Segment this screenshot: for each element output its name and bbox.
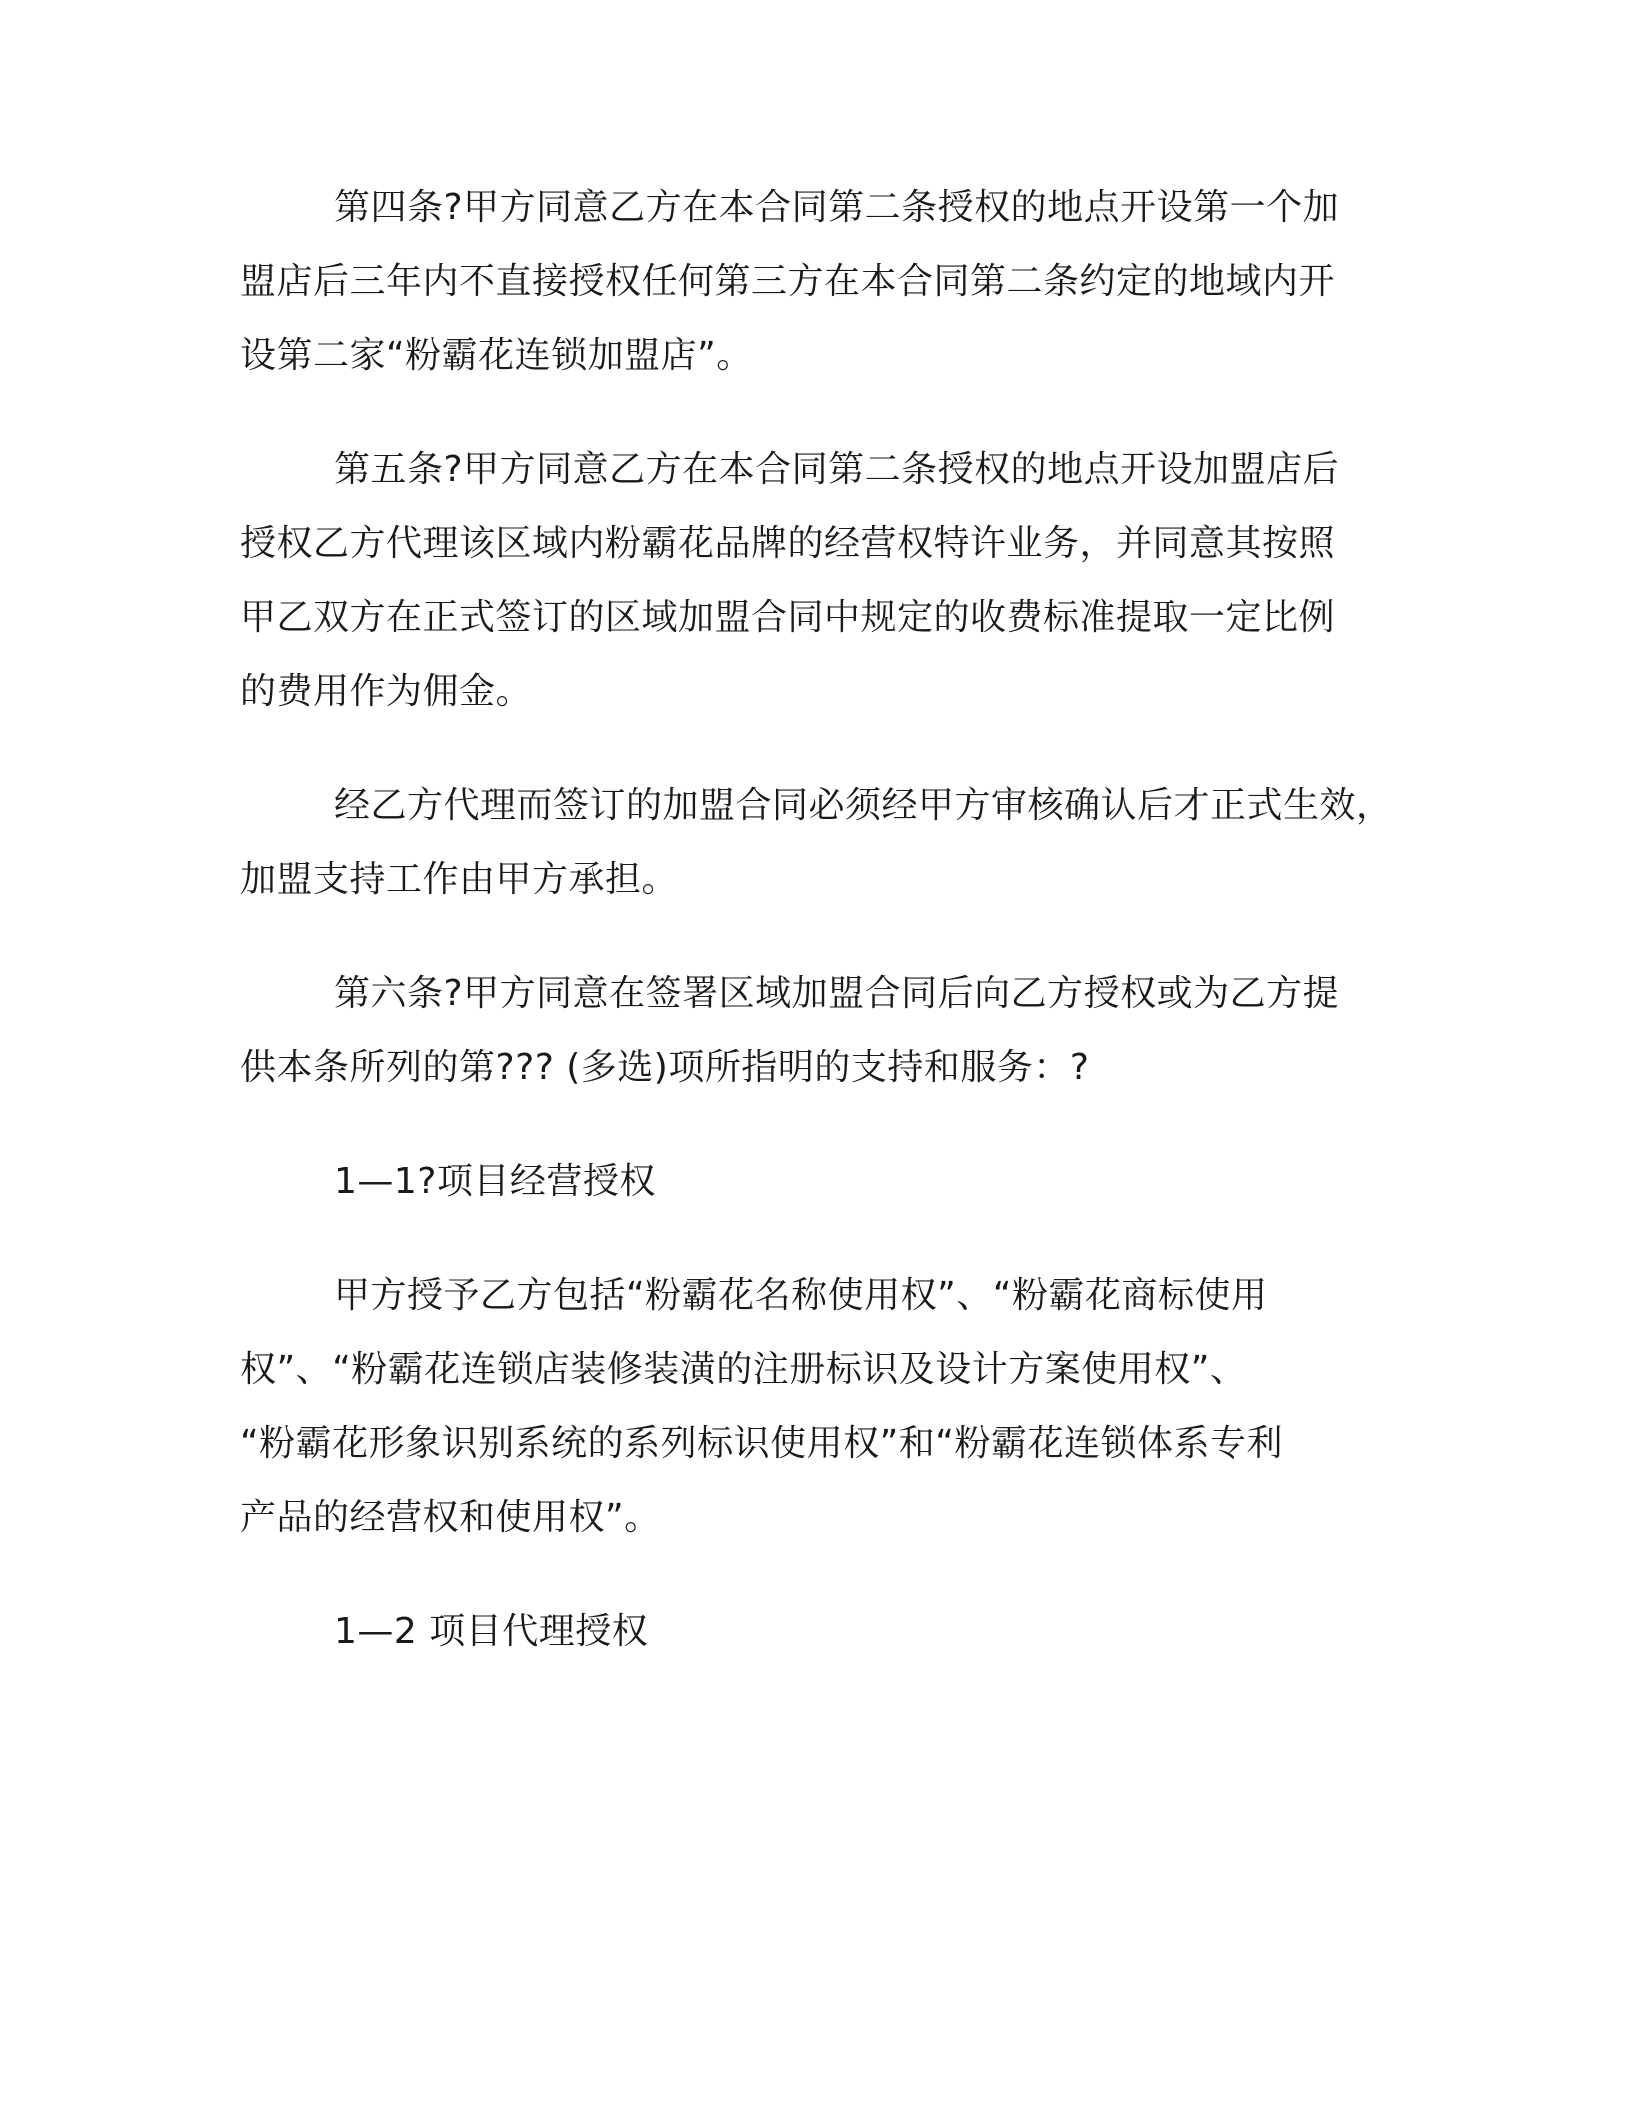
article-5-para-2-line-1: 经乙方代理而签订的加盟合同必须经甲方审核确认后才正式生效， (334, 785, 1393, 826)
article-5-para-2-line-2: 加盟支持工作由甲方承担。 (240, 859, 679, 900)
article-4-line-3: 设第二家“粉霸花连锁加盟店”。 (240, 335, 753, 376)
section-1-1-line-2: 权”、“粉霸花连锁店装修装潢的注册标识及设计方案使用权”、 (240, 1349, 1247, 1390)
article-5-line-3: 甲乙双方在正式签订的区域加盟合同中规定的收费标准提取一定比例 (240, 597, 1336, 638)
article-6-line-1: 第六条?甲方同意在签署区域加盟合同后向乙方授权或为乙方提 (334, 973, 1340, 1014)
article-5-line-4: 的费用作为佣金。 (240, 671, 533, 712)
section-1-1-line-1: 甲方授予乙方包括“粉霸花名称使用权”、“粉霸花商标使用 (334, 1275, 1268, 1316)
section-1-2-heading: 1—2 项目代理授权 (334, 1611, 649, 1652)
article-4-line-2: 盟店后三年内不直接授权任何第三方在本合同第二条约定的地域内开 (240, 261, 1336, 302)
article-5-line-2: 授权乙方代理该区域内粉霸花品牌的经营权特许业务，并同意其按照 (240, 523, 1336, 564)
section-1-1-line-3: “粉霸花形象识别系统的系列标识使用权”和“粉霸花连锁体系专利 (240, 1423, 1283, 1464)
article-6-line-2: 供本条所列的第??? (多选)项所指明的支持和服务：? (240, 1047, 1090, 1088)
article-4-line-1: 第四条?甲方同意乙方在本合同第二条授权的地点开设第一个加 (334, 187, 1340, 228)
section-1-1-heading: 1—1?项目经营授权 (334, 1161, 656, 1202)
article-5-line-1: 第五条?甲方同意乙方在本合同第二条授权的地点开设加盟店后 (334, 449, 1340, 490)
section-1-1-line-4: 产品的经营权和使用权”。 (240, 1497, 661, 1538)
